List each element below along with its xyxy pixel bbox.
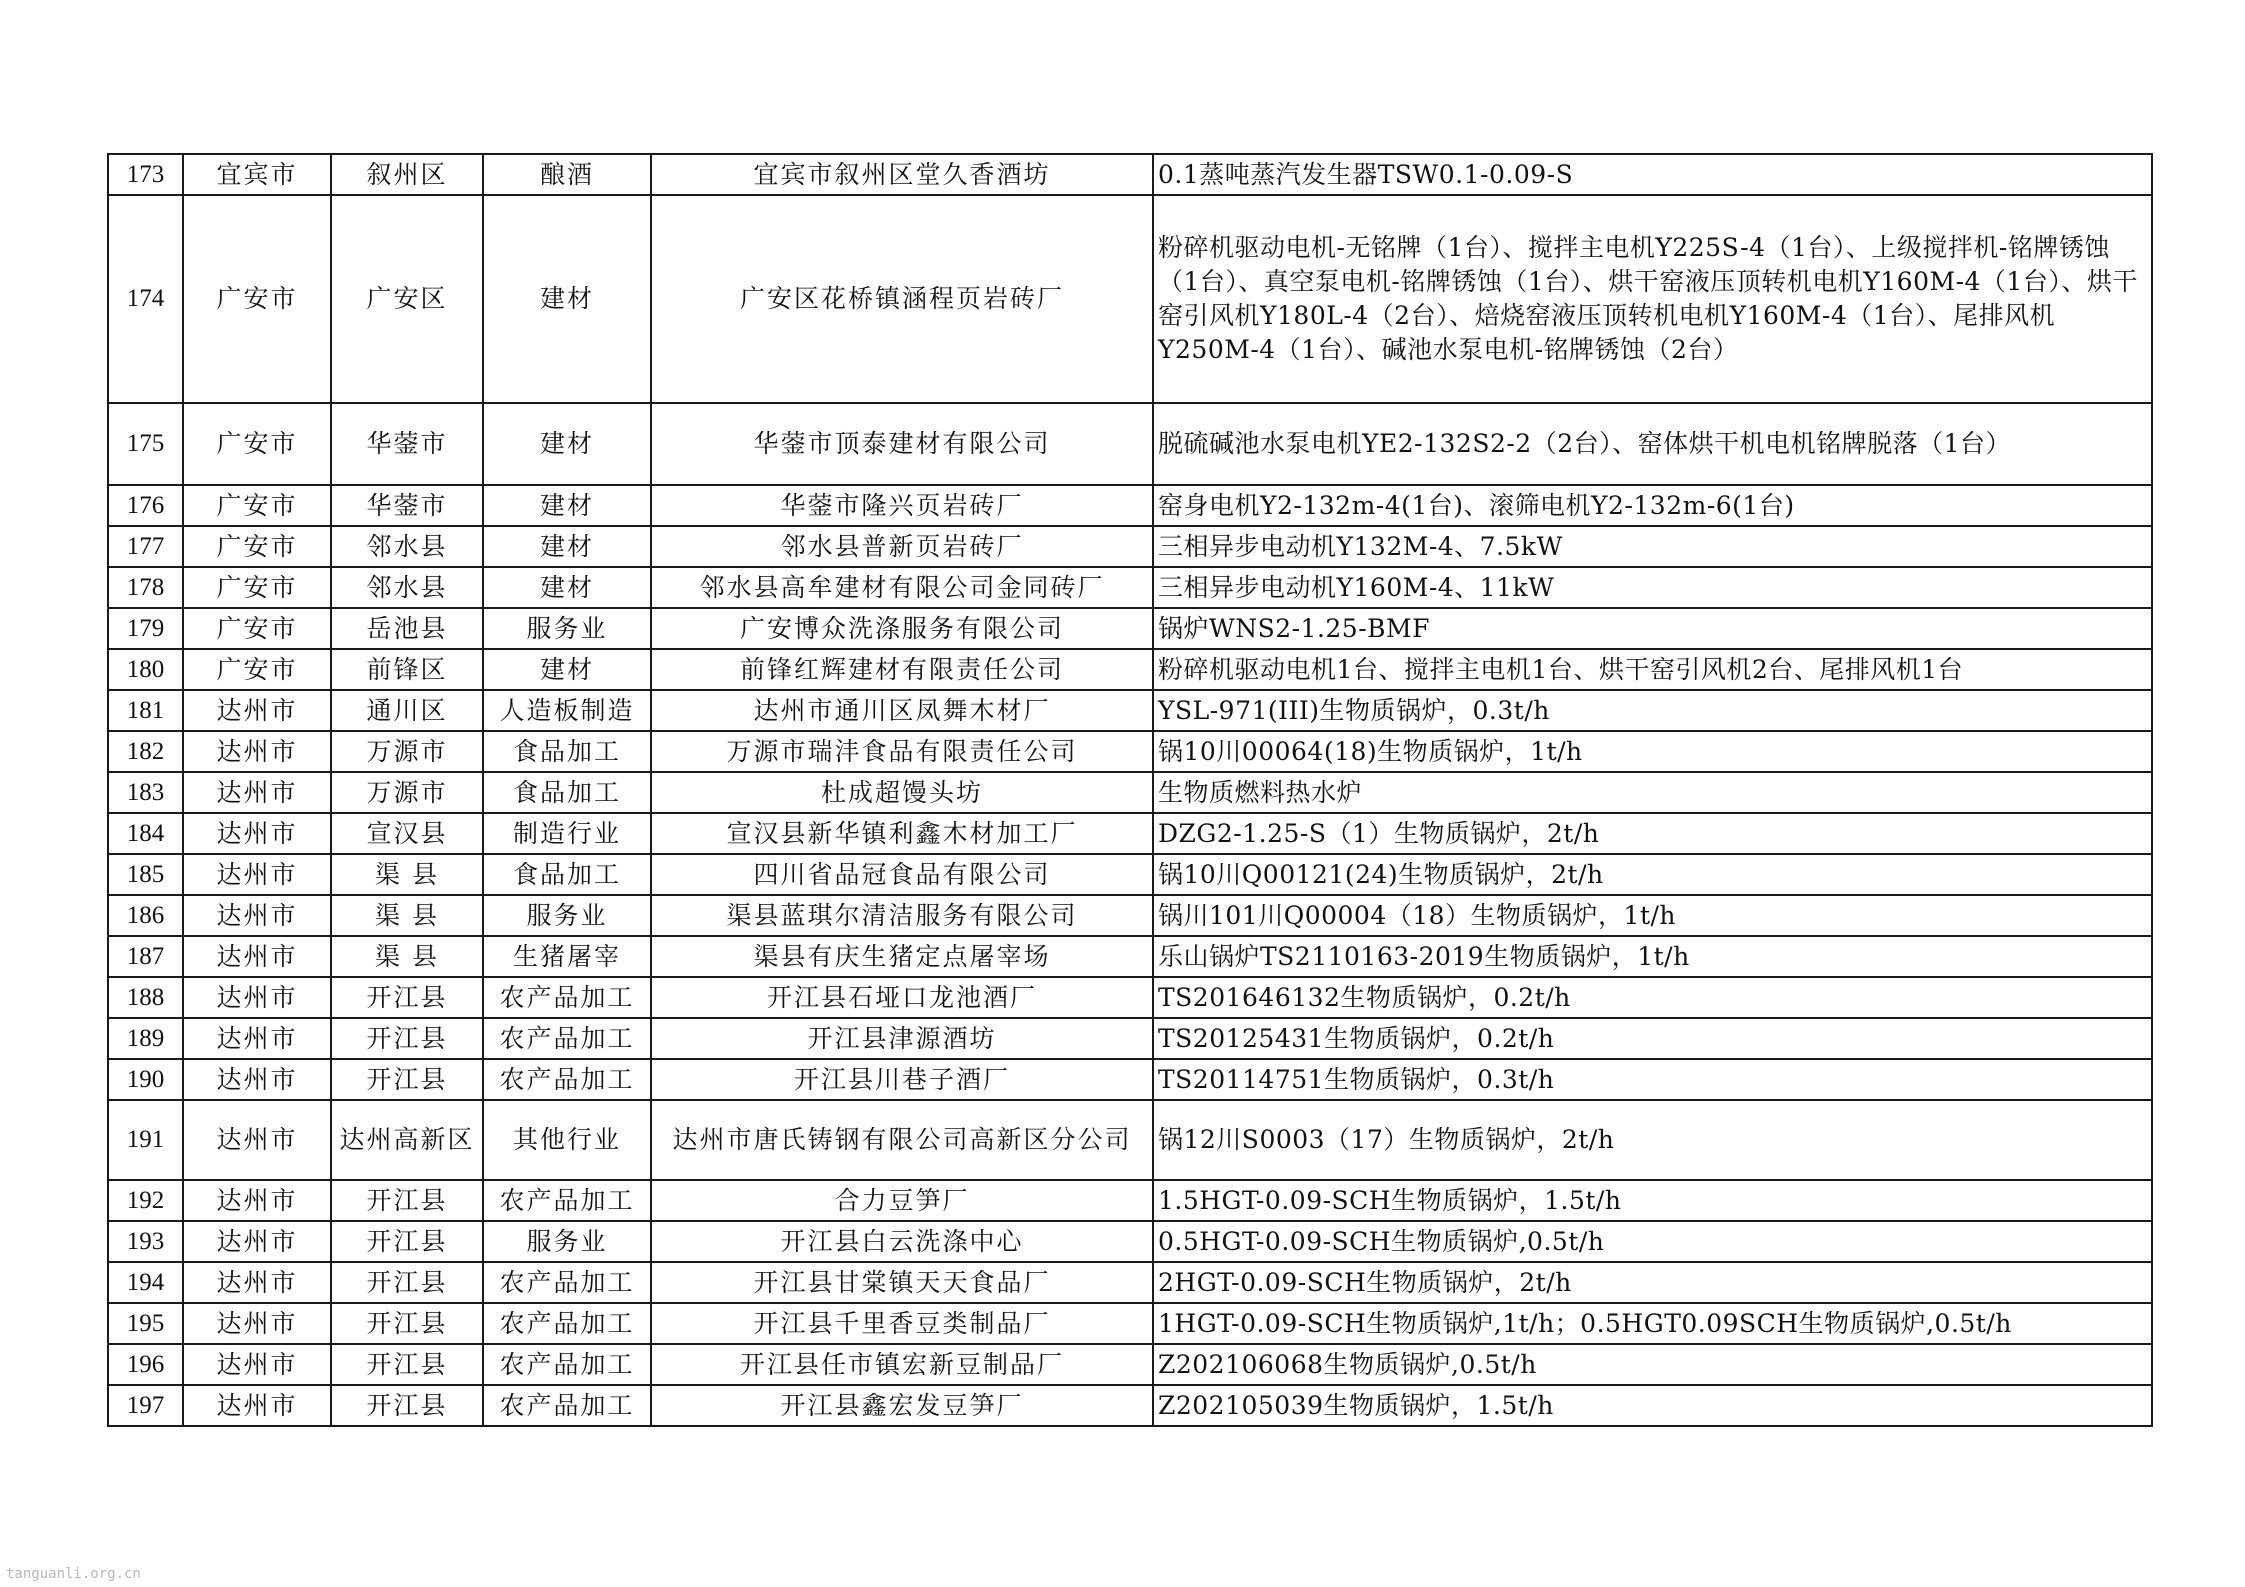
cell-company: 万源市瑞沣食品有限责任公司 — [651, 731, 1153, 772]
cell-company: 邻水县普新页岩砖厂 — [651, 526, 1153, 567]
cell-industry: 农产品加工 — [483, 1018, 651, 1059]
table-row — [108, 1018, 2152, 1059]
cell-industry: 制造行业 — [483, 813, 651, 854]
table-row — [108, 690, 2152, 731]
cell-district: 开江县 — [331, 977, 483, 1018]
table-row — [108, 567, 2152, 608]
cell-number: 192 — [108, 1180, 183, 1221]
cell-district: 邻水县 — [331, 526, 483, 567]
cell-district: 开江县 — [331, 1262, 483, 1303]
table-row — [108, 813, 2152, 854]
cell-city: 达州市 — [183, 977, 331, 1018]
cell-industry: 其他行业 — [483, 1100, 651, 1180]
cell-city: 达州市 — [183, 690, 331, 731]
cell-equipment: 1HGT-0.09-SCH生物质锅炉,1t/h；0.5HGT0.09SCH生物质锅炉,0.5t/h — [1153, 1303, 2152, 1344]
cell-city: 达州市 — [183, 1262, 331, 1303]
cell-number: 194 — [108, 1262, 183, 1303]
cell-company: 广安博众洗涤服务有限公司 — [651, 608, 1153, 649]
table-row — [108, 649, 2152, 690]
cell-industry: 农产品加工 — [483, 1303, 651, 1344]
cell-district: 开江县 — [331, 1018, 483, 1059]
cell-number: 197 — [108, 1385, 183, 1426]
cell-equipment: 三相异步电动机Y160M-4、11kW — [1153, 567, 2152, 608]
cell-number: 178 — [108, 567, 183, 608]
cell-industry: 酿酒 — [483, 154, 651, 195]
cell-equipment: 0.5HGT-0.09-SCH生物质锅炉,0.5t/h — [1153, 1221, 2152, 1262]
table-row — [108, 403, 2152, 485]
cell-city: 达州市 — [183, 1385, 331, 1426]
cell-equipment: 生物质燃料热水炉 — [1153, 772, 2152, 813]
table-row — [108, 1344, 2152, 1385]
cell-district: 宣汉县 — [331, 813, 483, 854]
cell-number: 193 — [108, 1221, 183, 1262]
cell-equipment: 脱硫碱池水泵电机YE2-132S2-2（2台）、窑体烘干机电机铭牌脱落（1台） — [1153, 403, 2152, 485]
cell-city: 广安市 — [183, 403, 331, 485]
cell-company: 开江县任市镇宏新豆制品厂 — [651, 1344, 1153, 1385]
cell-equipment: 粉碎机驱动电机-无铭牌（1台）、搅拌主电机Y225S-4（1台）、上级搅拌机-铭牌锈蚀（1台）、真空泵电机-铭牌锈蚀（1台）、烘干窑液压顶转机电机Y160M-4（1台）、烘干窑引风机Y180L-4（2台）、焙烧窑液压顶转机电机Y160M-4（1台）、尾排风机Y250M-4（1台）、碱池水泵电机-铭牌锈蚀（2台） — [1153, 195, 2152, 403]
cell-district: 渠 县 — [331, 936, 483, 977]
cell-city: 广安市 — [183, 649, 331, 690]
cell-company: 宣汉县新华镇利鑫木材加工厂 — [651, 813, 1153, 854]
cell-company: 邻水县高牟建材有限公司金同砖厂 — [651, 567, 1153, 608]
cell-number: 176 — [108, 485, 183, 526]
cell-equipment: 1.5HGT-0.09-SCH生物质锅炉，1.5t/h — [1153, 1180, 2152, 1221]
table-row — [108, 1303, 2152, 1344]
cell-equipment: DZG2-1.25-S（1）生物质锅炉，2t/h — [1153, 813, 2152, 854]
cell-district: 前锋区 — [331, 649, 483, 690]
cell-company: 前锋红辉建材有限责任公司 — [651, 649, 1153, 690]
cell-company: 宜宾市叙州区堂久香酒坊 — [651, 154, 1153, 195]
cell-city: 达州市 — [183, 895, 331, 936]
cell-company: 开江县鑫宏发豆笋厂 — [651, 1385, 1153, 1426]
watermark: tanguanli.org.cn — [6, 1566, 141, 1582]
cell-city: 宜宾市 — [183, 154, 331, 195]
table-row — [108, 772, 2152, 813]
cell-city: 达州市 — [183, 772, 331, 813]
table-row — [108, 485, 2152, 526]
cell-district: 叙州区 — [331, 154, 483, 195]
cell-district: 开江县 — [331, 1180, 483, 1221]
cell-district: 开江县 — [331, 1344, 483, 1385]
table-row — [108, 1262, 2152, 1303]
cell-number: 195 — [108, 1303, 183, 1344]
cell-company: 四川省品冠食品有限公司 — [651, 854, 1153, 895]
cell-industry: 食品加工 — [483, 772, 651, 813]
cell-industry: 农产品加工 — [483, 1180, 651, 1221]
cell-city: 达州市 — [183, 731, 331, 772]
cell-number: 179 — [108, 608, 183, 649]
cell-district: 华蓥市 — [331, 403, 483, 485]
cell-equipment: Z202105039生物质锅炉，1.5t/h — [1153, 1385, 2152, 1426]
cell-district: 开江县 — [331, 1385, 483, 1426]
cell-company: 开江县千里香豆类制品厂 — [651, 1303, 1153, 1344]
cell-equipment: 三相异步电动机Y132M-4、7.5kW — [1153, 526, 2152, 567]
table-row — [108, 154, 2152, 195]
cell-industry: 服务业 — [483, 1221, 651, 1262]
cell-number: 183 — [108, 772, 183, 813]
cell-city: 广安市 — [183, 567, 331, 608]
cell-city: 达州市 — [183, 1059, 331, 1100]
cell-number: 175 — [108, 403, 183, 485]
cell-number: 182 — [108, 731, 183, 772]
cell-number: 177 — [108, 526, 183, 567]
cell-city: 达州市 — [183, 854, 331, 895]
cell-equipment: 2HGT-0.09-SCH生物质锅炉，2t/h — [1153, 1262, 2152, 1303]
cell-city: 广安市 — [183, 608, 331, 649]
cell-equipment: 锅10川00064(18)生物质锅炉，1t/h — [1153, 731, 2152, 772]
cell-industry: 服务业 — [483, 608, 651, 649]
table-row — [108, 608, 2152, 649]
cell-equipment: YSL-971(III)生物质锅炉，0.3t/h — [1153, 690, 2152, 731]
cell-company: 达州市唐氏铸钢有限公司高新区分公司 — [651, 1100, 1153, 1180]
cell-number: 185 — [108, 854, 183, 895]
cell-equipment: TS201646132生物质锅炉，0.2t/h — [1153, 977, 2152, 1018]
cell-number: 189 — [108, 1018, 183, 1059]
cell-industry: 建材 — [483, 195, 651, 403]
cell-equipment: 0.1蒸吨蒸汽发生器TSW0.1-0.09-S — [1153, 154, 2152, 195]
table-row — [108, 1100, 2152, 1180]
cell-company: 达州市通川区凤舞木材厂 — [651, 690, 1153, 731]
cell-industry: 人造板制造 — [483, 690, 651, 731]
cell-industry: 农产品加工 — [483, 1262, 651, 1303]
cell-city: 广安市 — [183, 485, 331, 526]
cell-district: 达州高新区 — [331, 1100, 483, 1180]
cell-company: 华蓥市隆兴页岩砖厂 — [651, 485, 1153, 526]
cell-company: 开江县川巷子酒厂 — [651, 1059, 1153, 1100]
cell-city: 达州市 — [183, 1303, 331, 1344]
equipment-table — [107, 153, 2153, 1427]
cell-equipment: 乐山锅炉TS2110163-2019生物质锅炉，1t/h — [1153, 936, 2152, 977]
cell-company: 广安区花桥镇涵程页岩砖厂 — [651, 195, 1153, 403]
cell-district: 渠 县 — [331, 854, 483, 895]
cell-number: 191 — [108, 1100, 183, 1180]
table-row — [108, 854, 2152, 895]
cell-industry: 建材 — [483, 567, 651, 608]
cell-district: 渠 县 — [331, 895, 483, 936]
cell-company: 华蓥市顶泰建材有限公司 — [651, 403, 1153, 485]
cell-industry: 建材 — [483, 403, 651, 485]
cell-district: 邻水县 — [331, 567, 483, 608]
cell-equipment: 锅炉WNS2-1.25-BMF — [1153, 608, 2152, 649]
cell-number: 190 — [108, 1059, 183, 1100]
cell-district: 万源市 — [331, 731, 483, 772]
cell-industry: 农产品加工 — [483, 977, 651, 1018]
cell-industry: 建材 — [483, 649, 651, 690]
cell-number: 173 — [108, 154, 183, 195]
cell-district: 华蓥市 — [331, 485, 483, 526]
cell-industry: 生猪屠宰 — [483, 936, 651, 977]
cell-district: 开江县 — [331, 1303, 483, 1344]
cell-number: 188 — [108, 977, 183, 1018]
cell-equipment: 锅12川S0003（17）生物质锅炉，2t/h — [1153, 1100, 2152, 1180]
cell-industry: 农产品加工 — [483, 1344, 651, 1385]
cell-company: 杜成超馒头坊 — [651, 772, 1153, 813]
table-row — [108, 977, 2152, 1018]
table-row — [108, 195, 2152, 403]
cell-city: 达州市 — [183, 1180, 331, 1221]
table-row — [108, 936, 2152, 977]
table-row — [108, 1180, 2152, 1221]
cell-company: 开江县甘棠镇天天食品厂 — [651, 1262, 1153, 1303]
cell-number: 187 — [108, 936, 183, 977]
cell-city: 广安市 — [183, 195, 331, 403]
cell-industry: 建材 — [483, 526, 651, 567]
cell-company: 渠县蓝琪尔清洁服务有限公司 — [651, 895, 1153, 936]
cell-district: 开江县 — [331, 1221, 483, 1262]
cell-city: 达州市 — [183, 1018, 331, 1059]
cell-equipment: 窑身电机Y2-132m-4(1台)、滚筛电机Y2-132m-6(1台) — [1153, 485, 2152, 526]
table-row — [108, 1059, 2152, 1100]
cell-district: 开江县 — [331, 1059, 483, 1100]
cell-equipment: 锅10川Q00121(24)生物质锅炉，2t/h — [1153, 854, 2152, 895]
cell-company: 渠县有庆生猪定点屠宰场 — [651, 936, 1153, 977]
cell-number: 180 — [108, 649, 183, 690]
cell-company: 开江县白云洗涤中心 — [651, 1221, 1153, 1262]
cell-industry: 服务业 — [483, 895, 651, 936]
table-row — [108, 526, 2152, 567]
cell-number: 186 — [108, 895, 183, 936]
cell-company: 合力豆笋厂 — [651, 1180, 1153, 1221]
cell-equipment: TS20114751生物质锅炉，0.3t/h — [1153, 1059, 2152, 1100]
cell-number: 174 — [108, 195, 183, 403]
cell-equipment: 粉碎机驱动电机1台、搅拌主电机1台、烘干窑引风机2台、尾排风机1台 — [1153, 649, 2152, 690]
table-row — [108, 1385, 2152, 1426]
cell-city: 达州市 — [183, 813, 331, 854]
cell-equipment: 锅川101川Q00004（18）生物质锅炉，1t/h — [1153, 895, 2152, 936]
table-body — [108, 154, 2152, 1426]
cell-district: 广安区 — [331, 195, 483, 403]
cell-number: 181 — [108, 690, 183, 731]
cell-district: 岳池县 — [331, 608, 483, 649]
cell-city: 广安市 — [183, 526, 331, 567]
cell-equipment: TS20125431生物质锅炉，0.2t/h — [1153, 1018, 2152, 1059]
cell-district: 万源市 — [331, 772, 483, 813]
cell-industry: 农产品加工 — [483, 1059, 651, 1100]
cell-district: 通川区 — [331, 690, 483, 731]
cell-city: 达州市 — [183, 1221, 331, 1262]
table-row — [108, 895, 2152, 936]
cell-industry: 食品加工 — [483, 854, 651, 895]
cell-city: 达州市 — [183, 1100, 331, 1180]
cell-industry: 农产品加工 — [483, 1385, 651, 1426]
cell-city: 达州市 — [183, 1344, 331, 1385]
cell-equipment: Z202106068生物质锅炉,0.5t/h — [1153, 1344, 2152, 1385]
cell-industry: 食品加工 — [483, 731, 651, 772]
cell-number: 196 — [108, 1344, 183, 1385]
cell-company: 开江县石垭口龙池酒厂 — [651, 977, 1153, 1018]
cell-number: 184 — [108, 813, 183, 854]
cell-company: 开江县津源酒坊 — [651, 1018, 1153, 1059]
table-row — [108, 731, 2152, 772]
cell-industry: 建材 — [483, 485, 651, 526]
cell-city: 达州市 — [183, 936, 331, 977]
table-row — [108, 1221, 2152, 1262]
